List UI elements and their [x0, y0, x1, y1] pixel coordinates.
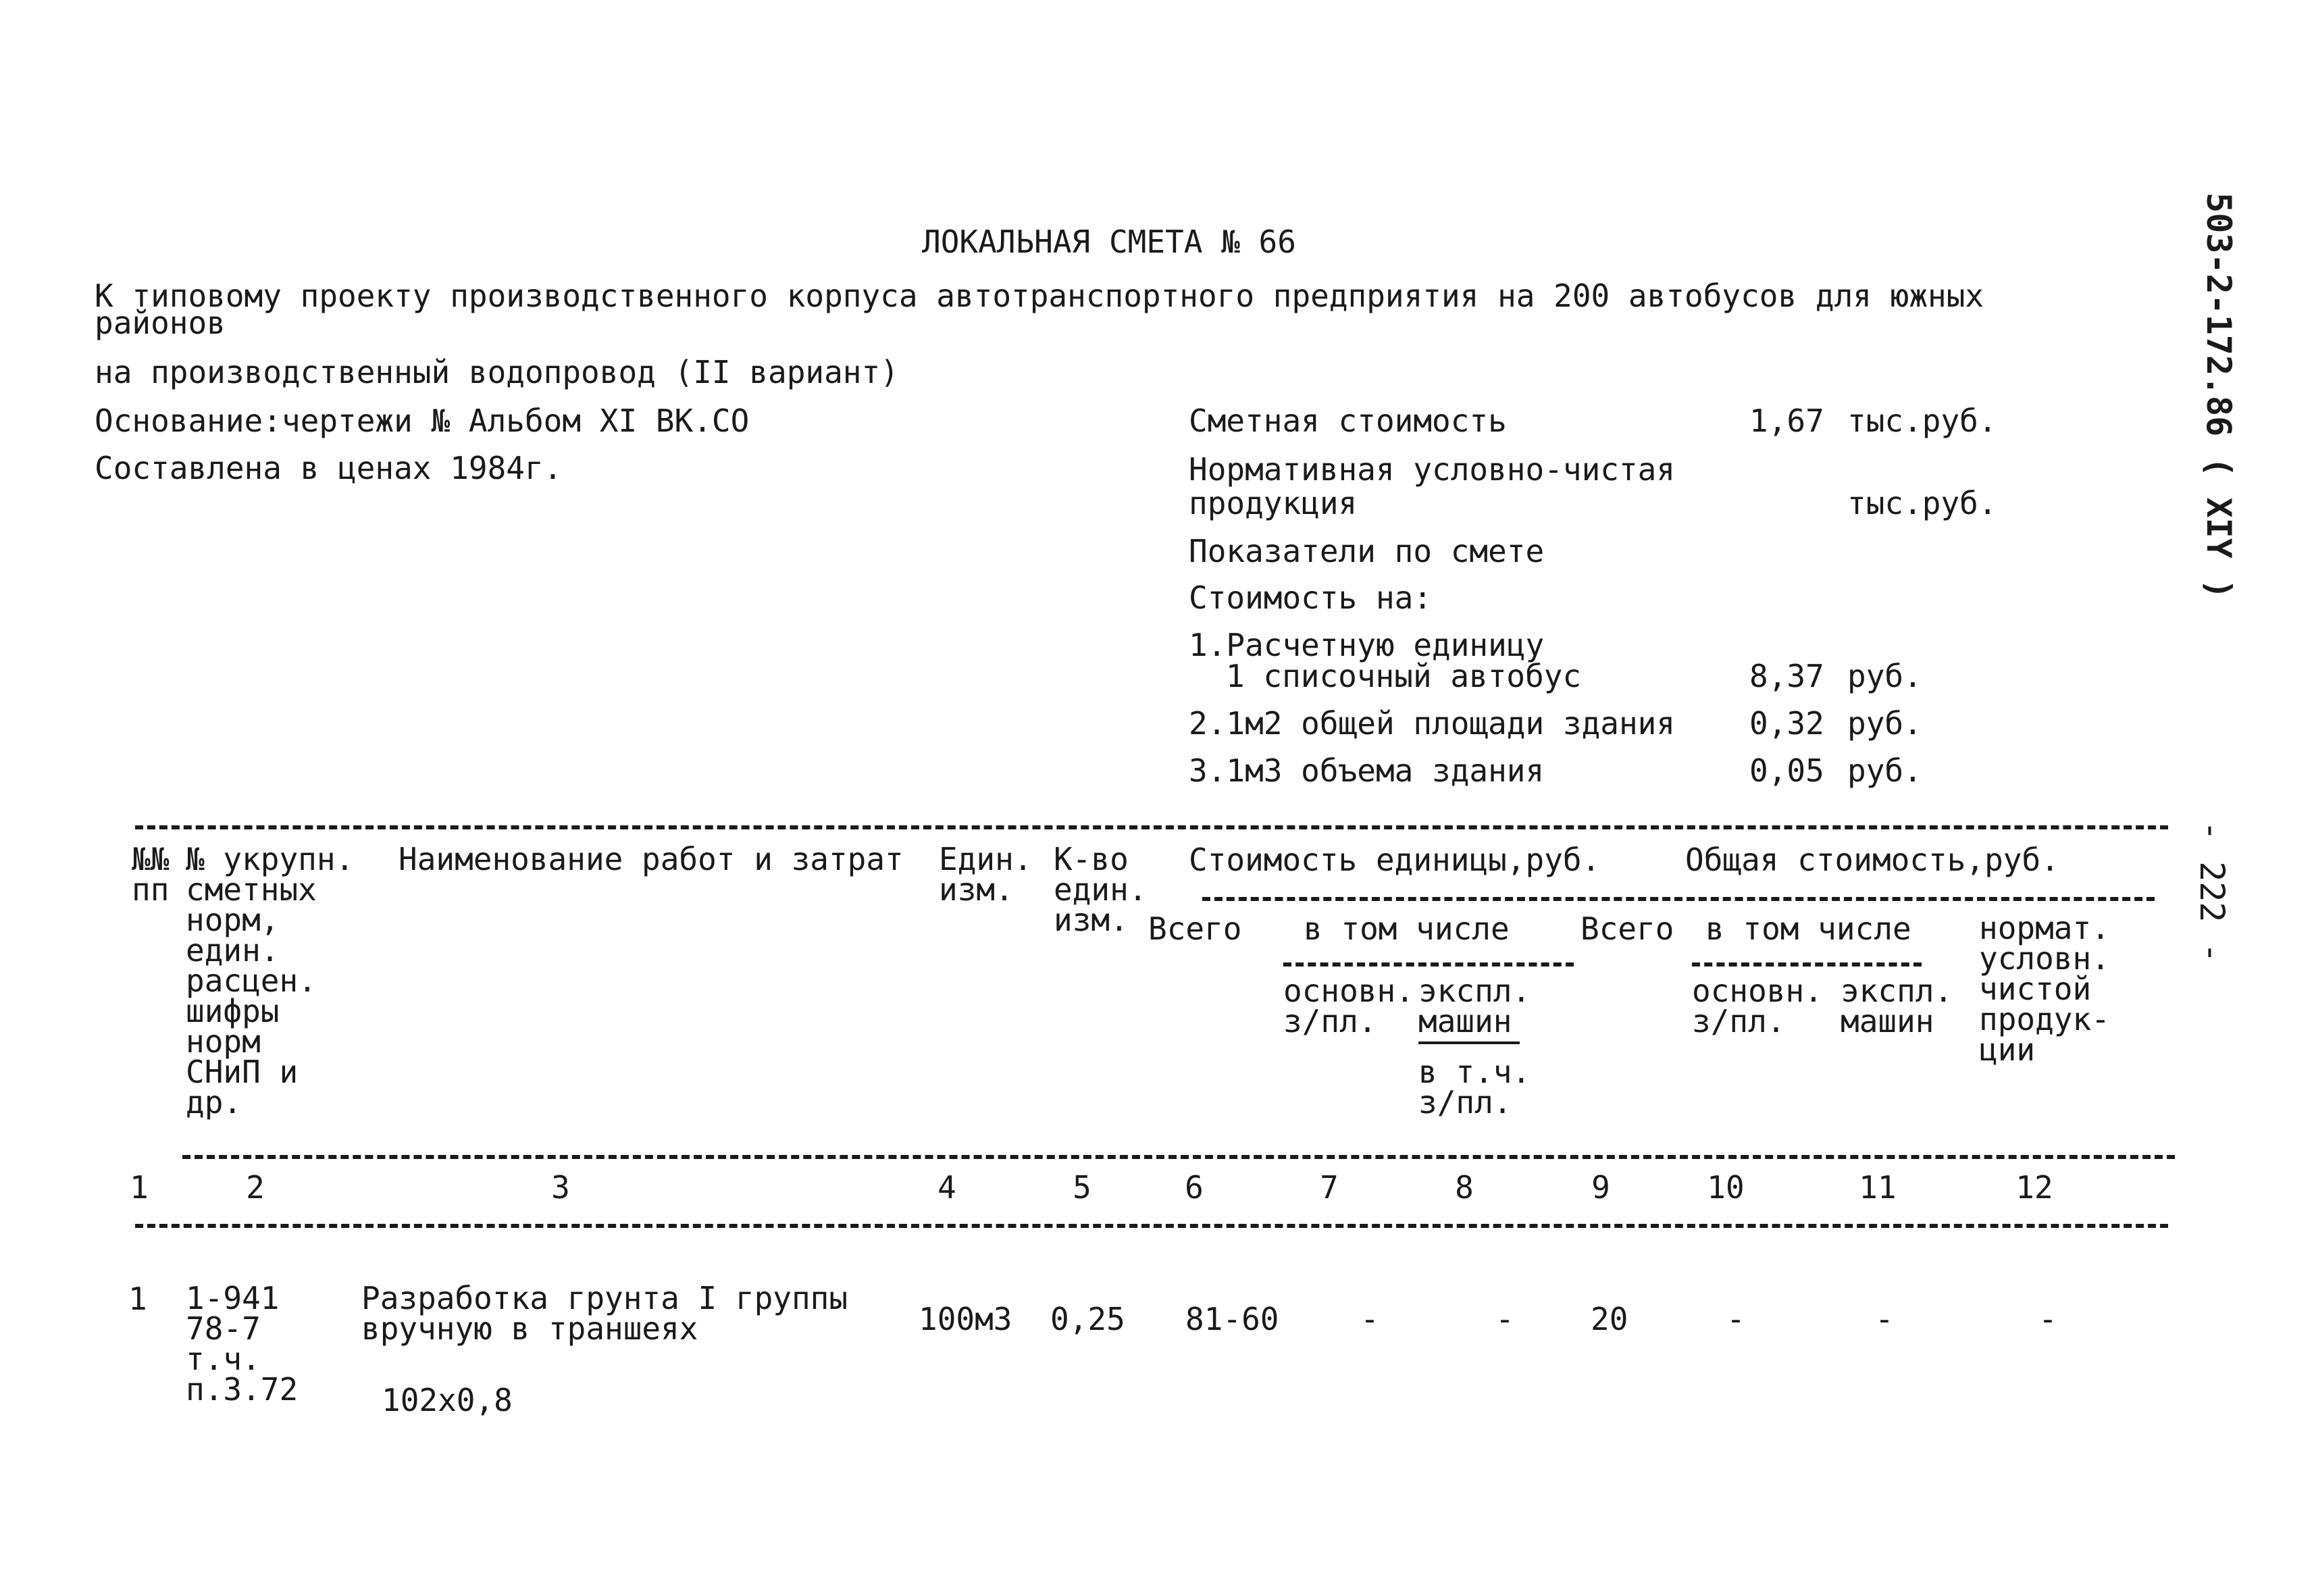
row-1-code: 1-941 78-7 т.ч. п.3.72 [186, 1280, 299, 1408]
indicators-label: Показатели по смете [1189, 533, 1545, 569]
row-1-unit-total: 81-60 [1185, 1301, 1279, 1337]
header-group-rule [1202, 897, 2155, 901]
column-number-12: 12 [2015, 1169, 2053, 1206]
indicator-3-label: 3.1м3 объема здания [1189, 752, 1545, 789]
row-1-number: 1 [128, 1281, 147, 1317]
column-number-9: 9 [1591, 1169, 1610, 1206]
column-number-10: 10 [1707, 1169, 1745, 1206]
table-top-rule [135, 825, 2168, 829]
normative-unit: тыс.руб. [1847, 485, 1997, 521]
column-number-11: 11 [1859, 1169, 1897, 1206]
indicator-1-unit: руб. [1847, 658, 1922, 694]
row-1-total-wage: - [1726, 1301, 1745, 1337]
header-unit-wage: основн. з/пл. [1283, 973, 1414, 1039]
column-number-8: 8 [1455, 1169, 1474, 1206]
indicator-1-value: 8,37 [1749, 658, 1824, 694]
cost-value: 1,67 [1749, 403, 1824, 439]
header-norm-code: № укрупн. сметных норм, един. расцен. шифры норм СНиП и др. [186, 841, 355, 1121]
indicator-1-line-1: 1.Расчетную единицу [1189, 627, 1545, 663]
column-number-5: 5 [1073, 1169, 1091, 1206]
cost-label: Сметная стоимость [1189, 403, 1507, 439]
header-total-cost-group: Общая стоимость,руб. [1685, 842, 2059, 878]
side-document-code: 503-2-172.86 ( XIY ) [2199, 192, 2238, 600]
header-row-number: №№ пп [132, 841, 170, 908]
indicator-3-unit: руб. [1847, 752, 1922, 789]
row-1-total: 20 [1591, 1301, 1628, 1337]
header-unit-machines-underline [1418, 1041, 1520, 1044]
indicator-3-value: 0,05 [1749, 752, 1824, 789]
numbers-top-rule [182, 1155, 2175, 1159]
cost-per-label: Стоимость на: [1189, 580, 1433, 616]
column-number-2: 2 [246, 1169, 265, 1206]
row-1-quantity: 0,25 [1050, 1301, 1125, 1337]
row-1-unit-wage: - [1360, 1301, 1379, 1337]
row-1-unit: 100м3 [919, 1301, 1012, 1337]
row-1-normative: - [2038, 1301, 2057, 1337]
row-1-unit-machines: - [1495, 1301, 1514, 1337]
prices-line: Составлена в ценах 1984г. [95, 450, 563, 486]
numbers-bottom-rule [135, 1224, 2168, 1228]
header-unit-incl-rule [1283, 962, 1574, 967]
header-normative: нормат. условн. чистой продук- ции [1979, 910, 2110, 1068]
row-1-name: Разработка грунта I группы вручную в траншеях [361, 1280, 848, 1347]
header-unit-machines-wage: в т.ч. з/пл. [1418, 1054, 1531, 1121]
normative-label: Нормативная условно-чистая [1189, 451, 1676, 488]
header-unit-cost-group: Стоимость единицы,руб. [1189, 842, 1601, 878]
header-unit-total: Всего [1148, 910, 1242, 947]
intro-line-2: на производственный водопровод (II вариант) [95, 354, 899, 390]
side-page-number: - 222 - [2192, 821, 2232, 963]
document-title: ЛОКАЛЬНАЯ СМЕТА № 66 [922, 224, 1296, 260]
header-total-incl: в том числе [1705, 910, 1911, 947]
column-number-4: 4 [937, 1169, 956, 1206]
indicator-2-label: 2.1м2 общей площади здания [1189, 705, 1676, 742]
indicator-1-line-2: 1 списочный автобус [1226, 658, 1582, 694]
basis-line: Основание:чертежи № Альбом XI ВК.СО [95, 403, 750, 439]
cost-unit: тыс.руб. [1847, 403, 1997, 439]
header-unit-incl: в том числе [1304, 910, 1510, 947]
row-1-name-extra: 102х0,8 [382, 1382, 513, 1418]
column-number-3: 3 [551, 1169, 570, 1206]
header-total-wage: основн. з/пл. [1692, 973, 1823, 1039]
header-total-incl-rule [1692, 962, 1922, 967]
intro-line-1-wrap: районов [95, 305, 226, 341]
column-number-1: 1 [130, 1169, 149, 1206]
intro-line-1: К типовому проекту производственного корпуса автотранспортного предприятия на 200 автобусов для южных [95, 278, 1984, 314]
column-number-6: 6 [1185, 1169, 1204, 1206]
row-1-total-machines: - [1875, 1301, 1894, 1337]
header-total-all: Всего [1580, 910, 1674, 947]
header-total-machines: экспл. машин [1841, 973, 1953, 1039]
normative-label-2: продукция [1189, 485, 1358, 521]
header-work-name: Наименование работ и затрат [398, 841, 904, 877]
indicator-2-value: 0,32 [1749, 705, 1824, 742]
indicator-2-unit: руб. [1847, 705, 1922, 742]
header-quantity: К-во един. изм. [1054, 841, 1148, 938]
header-unit-machines: экспл. машин [1418, 973, 1531, 1039]
column-number-7: 7 [1320, 1169, 1339, 1206]
header-unit: Един. изм. [939, 841, 1033, 908]
